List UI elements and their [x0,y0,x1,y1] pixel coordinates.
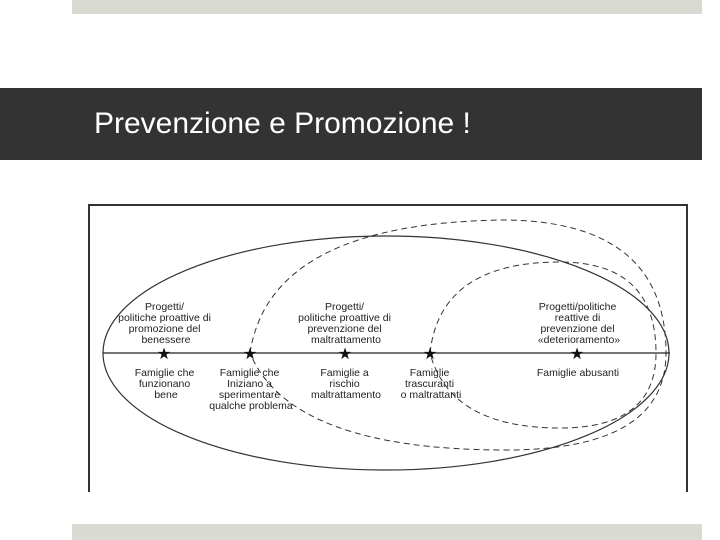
bottom-label-funzionano: Famiglie che funzionano bene [134,367,195,401]
star-icon-5: ★ [569,346,585,363]
bottom-label-rischio: Famiglie a rischio maltrattamento [310,367,382,401]
top-decorative-strip [72,0,702,14]
top-label-reattive: Progetti/politiche reattive di prevenzione del «deterioramento» [537,301,621,346]
star-icon-1: ★ [156,346,172,363]
top-label-prevenzione: Progetti/ politiche proattive di prevenzione del maltrattamento [298,301,391,346]
continuum-diagram [88,204,688,492]
star-icon-3: ★ [337,346,353,363]
star-icon-4: ★ [422,346,438,363]
bottom-label-qualche-problema: Famiglie che Iniziano a sperimentare qualche problema [209,367,293,412]
bottom-label-trascuranti: Famiglie trascuranti o maltrattanti [400,367,462,401]
top-label-promozione: Progetti/ politiche proattive di promozione del benessere [118,301,211,346]
bottom-label-abusanti: Famiglie abusanti [536,367,620,379]
diagram-svg [90,206,690,494]
star-icon-2: ★ [242,346,258,363]
bottom-decorative-strip [72,524,702,540]
slide-title: Prevenzione e Promozione ! [94,107,471,140]
